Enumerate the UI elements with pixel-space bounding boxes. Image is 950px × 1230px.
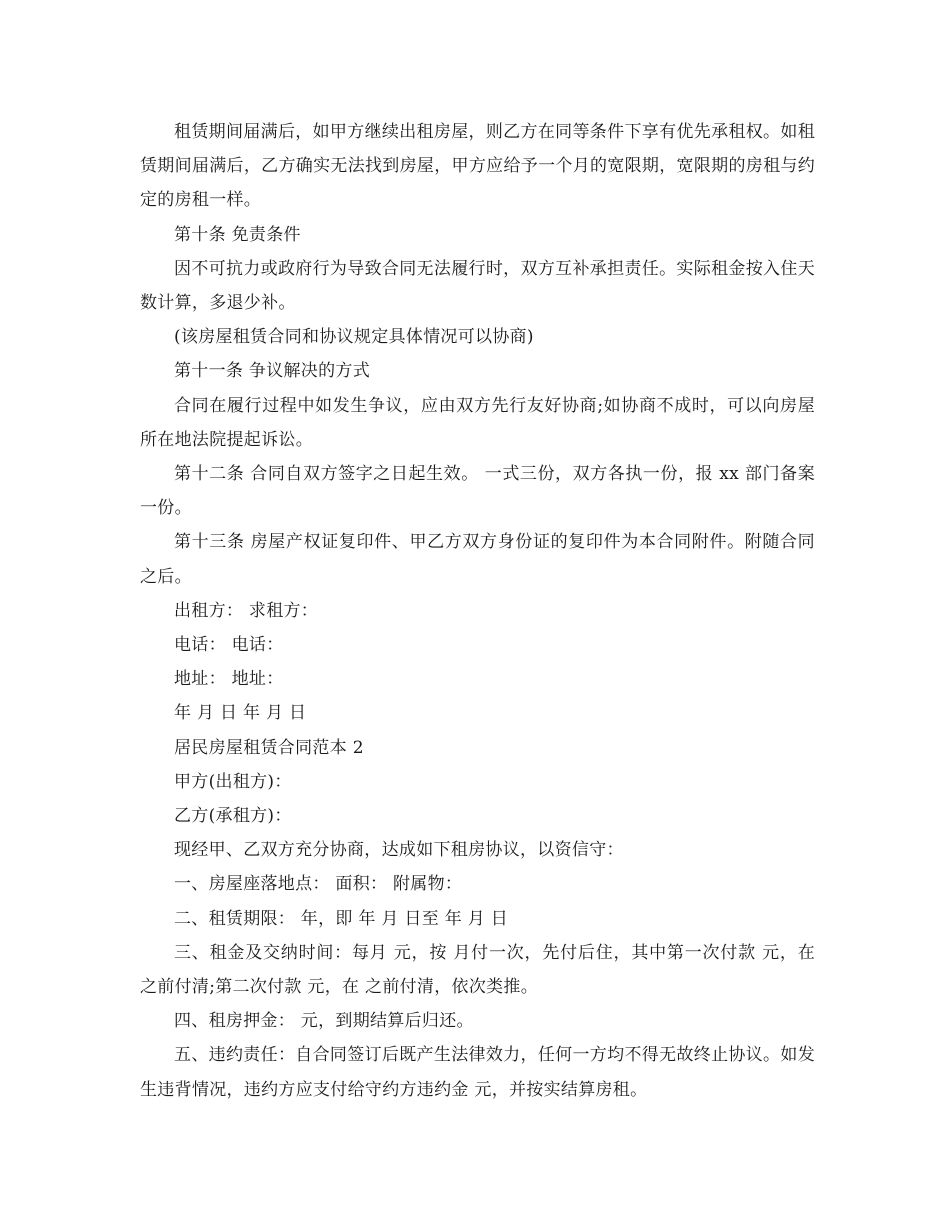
paragraph-article-12: 第十二条 合同自双方签字之日起生效。 一式三份，双方各执一份，报 xx 部门备案一份。 <box>140 464 815 519</box>
template-title-2: 居民房屋租赁合同范本 2 <box>174 737 364 758</box>
party-b-line: 乙方(承租方)： <box>174 806 292 827</box>
heading-article-11: 第十一条 争议解决的方式 <box>174 361 371 382</box>
paragraph-dispute-resolution: 合同在履行过程中如发生争议，应由双方先行友好协商;如协商不成时，可以向房屋所在地法院提起诉讼。 <box>140 395 815 450</box>
party-a-line: 甲方(出租方)： <box>174 771 292 792</box>
paragraph-lease-expiry: 租赁期间届满后，如甲方继续出租房屋，则乙方在同等条件下享有优先承租权。如租赁期间届满后，乙方确实无法找到房屋，甲方应给予一个月的宽限期，宽限期的房租与约定的房租一样。 <box>140 122 815 211</box>
clause-5-liability: 五、违约责任：自合同签订后既产生法律效力，任何一方均不得无故终止协议。如发生违背情况，违约方应支付给守约方违约金 元，并按实结算房租。 <box>140 1045 815 1100</box>
signature-parties: 出租方： 求租方： <box>174 600 319 621</box>
heading-article-10: 第十条 免责条件 <box>174 224 301 245</box>
paragraph-force-majeure: 因不可抗力或政府行为导致合同无法履行时，双方互补承担责任。实际租金按入住天数计算，多退少补。 <box>140 258 815 314</box>
signature-dates: 年 月 日 年 月 日 <box>174 703 307 724</box>
clause-4-deposit: 四、租房押金： 元，到期结算后归还。 <box>174 1011 474 1032</box>
paragraph-negotiable-note: (该房屋租赁合同和协议规定具体情况可以协商) <box>174 327 534 348</box>
paragraph-agreement-intro: 现经甲、乙双方充分协商，达成如下租房协议，以资信守： <box>174 840 624 861</box>
clause-2-term: 二、租赁期限： 年，即 年 月 日至 年 月 日 <box>174 908 509 929</box>
document-body <box>140 115 815 1107</box>
signature-addresses: 地址： 地址： <box>174 669 284 690</box>
clause-1-location: 一、房屋座落地点： 面积： 附属物： <box>174 874 463 895</box>
paragraph-article-13: 第十三条 房屋产权证复印件、甲乙方双方身份证的复印件为本合同附件。附随合同之后。 <box>140 532 815 587</box>
clause-3-rent: 三、租金及交纳时间：每月 元，按 月付一次，先付后住，其中第一次付款 元，在 之前付清;第二次付款 元，在 之前付清，依次类推。 <box>140 942 815 998</box>
signature-phones: 电话： 电话： <box>174 635 284 656</box>
